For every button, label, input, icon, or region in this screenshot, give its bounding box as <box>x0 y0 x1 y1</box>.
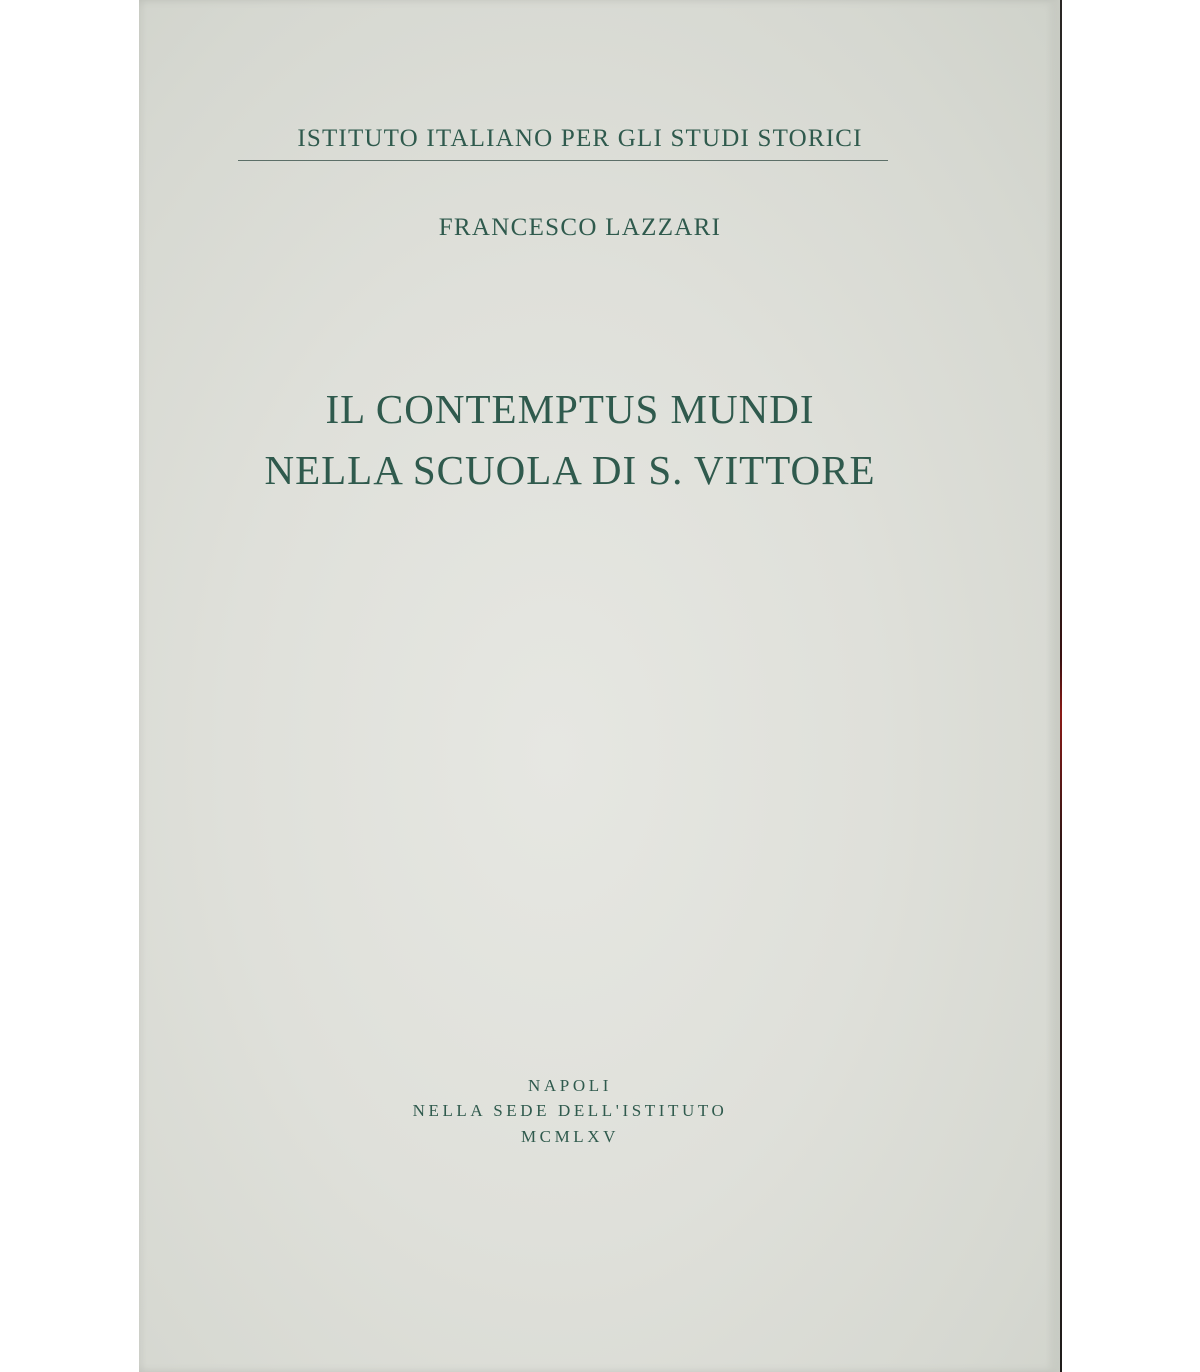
book-title-line-2: NELLA SCUOLA DI S. VITTORE <box>264 447 876 493</box>
imprint-place: NAPOLI <box>528 1076 612 1095</box>
author-name: FRANCESCO LAZZARI <box>438 214 722 241</box>
cover-edge-shadow <box>1046 0 1060 1372</box>
series-rule <box>238 160 888 161</box>
book-title-line-1: IL CONTEMPTUS MUNDI <box>325 386 815 432</box>
series-name: ISTITUTO ITALIANO PER GLI STUDI STORICI <box>297 125 863 152</box>
book-cover <box>139 0 1060 1372</box>
imprint-publisher: NELLA SEDE DELL'ISTITUTO <box>412 1101 728 1120</box>
imprint-year: MCMLXV <box>520 1127 620 1146</box>
